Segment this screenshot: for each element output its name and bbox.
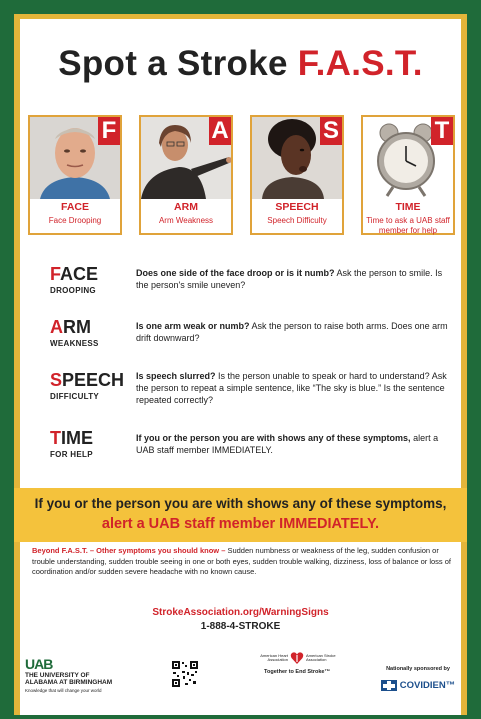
card-face	[28, 115, 122, 235]
heart-torch-icon	[290, 651, 304, 665]
cross-icon	[381, 680, 397, 691]
card-desc: Speech Difficulty	[267, 216, 327, 225]
acronym-s: S	[361, 44, 385, 83]
section-question: Is speech slurred?	[136, 371, 216, 381]
section-rest: RM	[63, 317, 91, 337]
asa-text: American Stroke Association	[306, 652, 336, 662]
section-arm-text	[136, 320, 456, 344]
card-letter: A	[209, 117, 231, 145]
card-name: ARM	[174, 201, 198, 213]
section-speech-text	[136, 370, 456, 406]
section-sub: WEAKNESS	[50, 339, 99, 348]
other-symptoms-lead: Beyond F.A.S.T. – Other symptoms you should know –	[32, 546, 226, 555]
title-acronym	[298, 44, 423, 83]
alert-banner	[14, 488, 467, 542]
phone-number: 1-888-4-STROKE	[200, 621, 281, 632]
section-speech-heading	[50, 370, 124, 401]
banner-line2: alert a UAB staff member IMMEDIATELY.	[101, 516, 380, 532]
section-time-heading	[50, 428, 93, 459]
uab-logo	[25, 656, 135, 693]
card-speech	[250, 115, 344, 235]
card-time	[361, 115, 455, 235]
section-instruction: alert a UAB staff member IMMEDIATELY.	[136, 433, 439, 455]
other-symptoms-text	[32, 546, 452, 578]
section-arm-heading	[50, 317, 99, 348]
acronym-t: T	[394, 44, 413, 83]
section-instruction: Ask the person to smile. Is the person's smile uneven?	[136, 268, 443, 290]
uab-mark: UAB	[25, 656, 53, 672]
sponsor-block	[378, 666, 458, 691]
card-letter: F	[98, 117, 120, 145]
card-desc: Face Drooping	[48, 216, 102, 225]
covidien-logo	[378, 680, 458, 691]
uab-line1: THE UNIVERSITY OF	[25, 672, 90, 679]
sponsor-name: COVIDIEN™	[399, 680, 456, 691]
acronym-a: A	[325, 44, 352, 83]
other-symptoms-body: Sudden numbness or weakness of the leg, sudden confusion or trouble understanding, sudden trouble seeing in one or both eyes, sudden trouble walking, dizziness, loss of balance or loss of coordination and/or sudden severe headache with no known cause.	[32, 546, 452, 576]
section-first-letter: T	[50, 428, 61, 448]
uab-tagline: Knowledge that will change your world	[25, 688, 102, 693]
section-first-letter: F	[50, 264, 61, 284]
acronym-dot: .	[315, 44, 326, 83]
section-time-text	[136, 432, 456, 456]
section-rest: IME	[61, 428, 94, 448]
card-arm	[139, 115, 233, 235]
acronym-dot: .	[351, 44, 362, 83]
section-sub: DIFFICULTY	[50, 392, 100, 401]
section-sub: FOR HELP	[50, 450, 93, 459]
section-instruction: Is the person unable to speak or hard to understand? Ask the person to repeat a simple sentence, like “The sky is blue.” Is the sentence repeated correctly?	[136, 371, 447, 405]
section-face-heading	[50, 264, 98, 295]
uab-line2: ALABAMA AT BIRMINGHAM	[25, 679, 113, 686]
section-instruction: Ask the person to raise both arms. Does one arm drift downward?	[136, 321, 448, 343]
section-first-letter: S	[50, 370, 63, 390]
aha-text: American Heart Association	[260, 652, 288, 662]
card-letter: T	[431, 117, 453, 145]
card-desc: Arm Weakness	[158, 216, 214, 225]
aha-tagline: Together to End Stroke™	[264, 669, 330, 675]
acronym-dot: .	[384, 44, 395, 83]
card-name: FACE	[60, 201, 89, 213]
section-sub: DROOPING	[50, 286, 96, 295]
card-letter: S	[320, 117, 342, 145]
title-prefix: Spot a Stroke	[58, 44, 298, 83]
acronym-f: F	[297, 44, 316, 83]
acronym-dot: .	[412, 44, 423, 83]
aha-asa-logo	[252, 651, 342, 675]
section-rest: ACE	[60, 264, 99, 284]
sponsor-label: Nationally sponsored by	[386, 666, 450, 672]
qr-code-icon[interactable]	[171, 660, 199, 688]
section-question: Does one side of the face droop or is it numb?	[136, 268, 335, 278]
card-name: SPEECH	[275, 201, 319, 213]
card-desc: Time to ask a UAB staff member for help	[366, 216, 450, 235]
section-first-letter: A	[50, 317, 63, 337]
poster-title	[0, 44, 481, 84]
banner-line1: If you or the person you are with shows any of these symptoms,	[34, 496, 447, 511]
section-rest: PEECH	[62, 370, 125, 390]
section-question: If you or the person you are with shows any of these symptoms,	[136, 433, 411, 443]
warning-signs-link[interactable]: StrokeAssociation.org/WarningSigns	[152, 607, 329, 618]
section-question: Is one arm weak or numb?	[136, 321, 250, 331]
section-face-text	[136, 267, 456, 291]
gold-stripe-top	[14, 14, 467, 19]
card-name: TIME	[395, 201, 421, 213]
